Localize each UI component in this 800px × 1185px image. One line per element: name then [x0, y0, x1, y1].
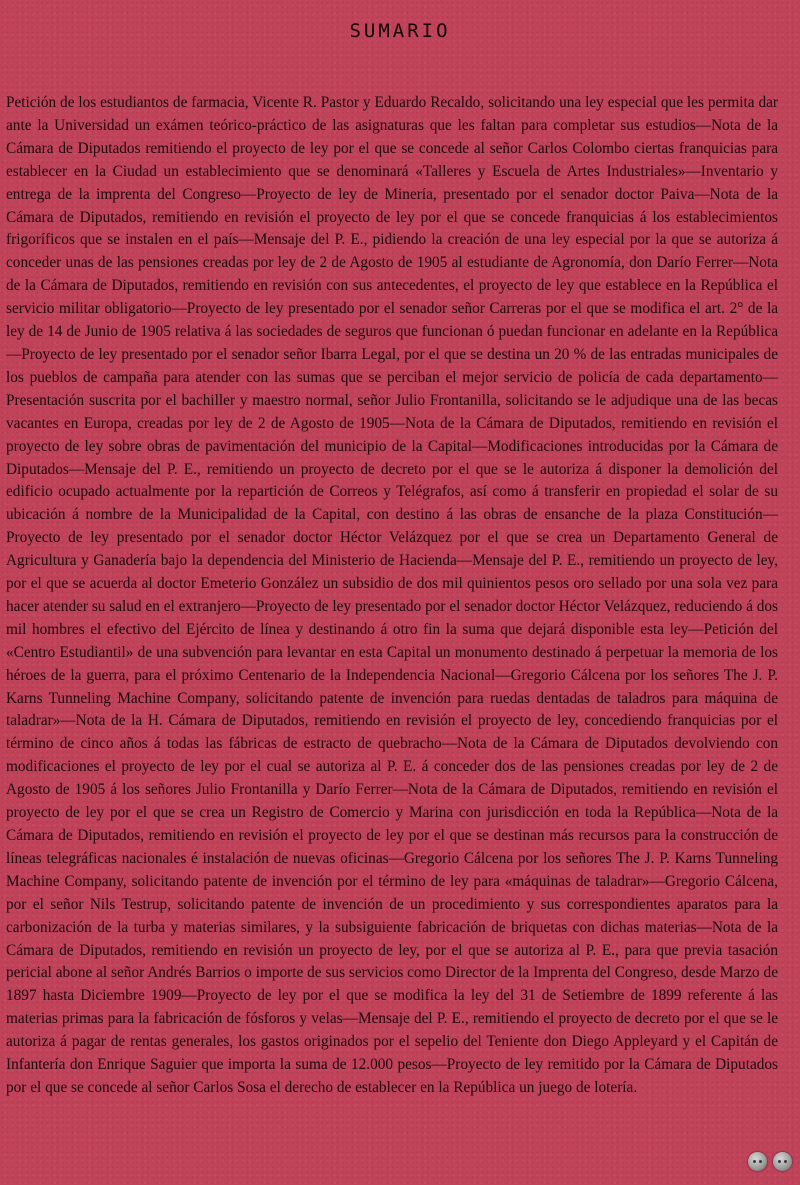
- round-button-icon: [773, 1152, 792, 1171]
- page-title: SUMARIO: [349, 20, 451, 42]
- round-button-icon: [748, 1152, 767, 1171]
- summary-text: Petición de los estudiantos de farmacia, Vicente R. Pastor y Eduardo Recaldo, solicitando una ley especial que les permita dar ante la Universidad un exámen teórico-práctico de las asignaturas que les faltan para completar sus estudios—Nota de la Cámara de Diputados remitiendo el proyecto de ley por el que se concede al señor Carlos Colombo ciertas franquicias para establecer en la Ciudad un establecimiento que se denominará «Talleres y Escuela de Artes Industriales»—Inventario y entrega de la imprenta del Congreso—Proyecto de ley de Minería, presentado por el senador doctor Paiva—Nota de la Cámara de Diputados, remitiendo en revisión el proyecto de ley por el que se concede franquicias á los establecimientos frigoríficos que se instalen en el país—Mensaje del P. E., pidiendo la creación de una ley especial por la que se autoriza á conceder unas de las pensiones creadas por ley de 2 de Agosto de 1905 al estudiante de Agronomía, don Darío Ferrer—Nota de la Cámara de Diputados, remitiendo en revisión con sus antecedentes, el proyecto de ley que establece en la República el servicio militar obligatorio—Proyecto de ley presentado por el senador señor Carreras por el que se modifica el art. 2° de la ley de 14 de Junio de 1905 relativa á las sociedades de seguros que funcionan ó puedan funcionar en adelante en la República—Proyecto de ley presentado por el senador señor Ibarra Legal, por el que se destina un 20 % de las entradas municipales de los pueblos de campaña para atender con las sumas que se perciban el mejor servicio de policía de cada departamento—Presentación suscrita por el bachiller y maestro normal, señor Julio Frontanilla, solicitando se le adjudique una de las becas vacantes en Europa, creadas por ley de 2 de Agosto de 1905—Nota de la Cámara de Diputados, remitiendo en revisión el proyecto de ley sobre obras de pavimentación del municipio de la Capital—Modificaciones introducidas por la Cámara de Diputados—Mensaje del P. E., remitiendo un proyecto de decreto por el que se le autoriza á disponer la demolición del edificio ocupado actualmente por la repartición de Correos y Telégrafos, así como á transferir en propiedad el solar de su ubicación á nombre de la Municipalidad de la Capital, con destino á las obras de ensanche de la plaza Constitución—Proyecto de ley presentado por el senador doctor Héctor Velázquez por el que se crea un Departamento General de Agricultura y Ganadería bajo la dependencia del Ministerio de Hacienda—Mensaje del P. E., remitiendo un proyecto de ley, por el que se acuerda al doctor Emeterio González un subsidio de dos mil quinientos pesos oro sellado por una sola vez para hacer atender su salud en el extranjero—Proyecto de ley presentado por el senador doctor Héctor Velázquez, reduciendo á dos mil hombres el efectivo del Ejército de línea y destinando á otro fin la suma que dejará disponible esta ley—Petición del «Centro Estudiantil» de una subvención para levantar en esta Capital un monumento destinado á perpetuar la memoria de los héroes de la guerra, para el próximo Centenario de la Independencia Nacional—Gregorio Cálcena por los señores The J. P. Karns Tunneling Machine Company, solicitando patente de invención para ruedas dentadas de taladros para máquina de taladrar»—Nota de la H. Cámara de Diputados, remitiendo en revisión el proyecto de ley, concediendo franquicias por el término de cinco años á todas las fábricas de estracto de quebracho—Nota de la Cámara de Diputados devolviendo con modificaciones el proyecto de ley por el cual se autoriza al P. E. á conceder dos de las pensiones creadas por ley de 2 de Agosto de 1905 á los señores Julio Frontanilla y Darío Ferrer—Nota de la Cámara de Diputados, remitiendo en revisión el proyecto de ley por el que se crea un Registro de Comercio y Marina con jurisdicción en toda la República—Nota de la Cámara de Diputados, remitiendo en revisión el proyecto de ley por el que se destinan más recursos para la construcción de líneas telegráficas nacionales é instalación de nuevas oficinas—Gregorio Cálcena por los señores The J. P. Karns Tunneling Machine Company, solicitando patente de invención por el término de ley para «máquinas de taladrar»—Gregorio Cálcena, por el señor Nils Testrup, solicitando patente de invención de un procedimiento y sus correspondientes aparatos para la carbonización de la turba y materias similares, y la subsiguiente fabricación de briquetas con dichas materias—Nota de la Cámara de Diputados, remitiendo en revisión un proyecto de ley, por el que se autoriza al P. E., para que previa tasación pericial abone al señor Andrés Barrios o importe de sus servicios como Director de la Imprenta del Congreso, desde Marzo de 1897 hasta Diciembre 1909—Proyecto de ley por el que se modifica la ley del 31 de Setiembre de 1899 referente á las materias primas para la fabricación de fósforos y velas—Mensaje del P. E., remitiendo el proyecto de decreto por el que se le autoriza á pagar de rentas generales, los gastos originados por el sepelio del Teniente don Diego Appleyard y el Capitán de Infantería don Enrique Saguier que importa la suma de 12.000 pesos—Proyecto de ley remitido por la Cámara de Diputados por el que se concede al señor Carlos Sosa el derecho de establecer en la República un juego de lotería.: [6, 94, 778, 1096]
- corner-buttons: [748, 1152, 792, 1171]
